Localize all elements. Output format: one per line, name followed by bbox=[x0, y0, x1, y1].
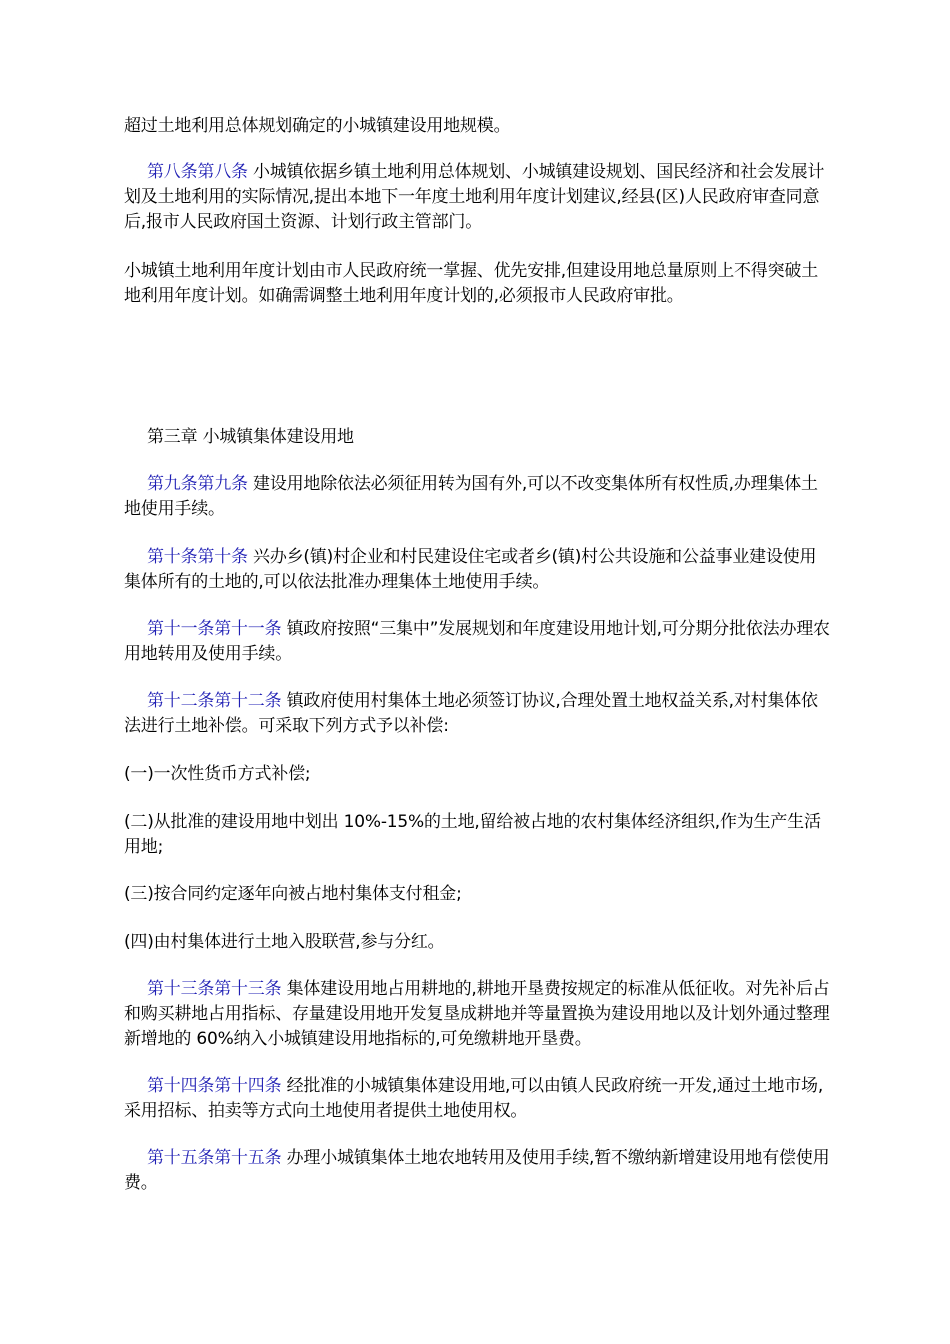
article-11-label: 第十一条第十一条 bbox=[147, 619, 282, 639]
paragraph-intro: 超过土地利用总体规划确定的小城镇建设用地规模。 bbox=[124, 116, 511, 136]
article-11-text: 镇政府按照“三集中”发展规划和年度建设用地计划,可分期分批依法办理农用地转用及使用手续。 bbox=[124, 619, 830, 664]
article-13-text: 集体建设用地占用耕地的,耕地开垦费按规定的标准从低征收。对先补后占和购买耕地占用指标、存量建设用地开发复垦成耕地并等量置换为建设用地以及计划外通过整理新增地的 60%纳入小城镇建设用地指标的,可免缴耕地开垦费。 bbox=[124, 979, 830, 1049]
article-14-label: 第十四条第十四条 bbox=[147, 1076, 282, 1096]
paragraph-annual-plan: 小城镇土地利用年度计划由市人民政府统一掌握、优先安排,但建设用地总量原则上不得突破土地利用年度计划。如确需调整土地利用年度计划的,必须报市人民政府审批。 bbox=[124, 261, 819, 306]
article-8-label: 第八条第八条 bbox=[147, 162, 248, 182]
article-9-label: 第九条第九条 bbox=[147, 474, 248, 494]
article-9-text: 建设用地除依法必须征用转为国有外,可以不改变集体所有权性质,办理集体土地使用手续。 bbox=[124, 474, 818, 519]
article-12-label: 第十二条第十二条 bbox=[147, 691, 282, 711]
article-15-text: 办理小城镇集体土地农地转用及使用手续,暂不缴纳新增建设用地有偿使用费。 bbox=[124, 1148, 830, 1193]
article-15 bbox=[124, 1146, 830, 1196]
article-12-text: 镇政府使用村集体土地必须签订协议,合理处置土地权益关系,对村集体依法进行土地补偿。可采取下列方式予以补偿: bbox=[124, 691, 818, 736]
compensation-item-1: (一)一次性货币方式补偿; bbox=[124, 764, 311, 784]
article-14-text: 经批准的小城镇集体建设用地,可以由镇人民政府统一开发,通过土地市场,采用招标、拍卖等方式向土地使用者提供土地使用权。 bbox=[124, 1076, 824, 1121]
article-12 bbox=[124, 689, 830, 739]
article-13-label: 第十三条第十三条 bbox=[147, 979, 282, 999]
compensation-item-3: (三)按合同约定逐年向被占地村集体支付租金; bbox=[124, 884, 462, 904]
article-10-label: 第十条第十条 bbox=[147, 547, 248, 567]
article-13 bbox=[124, 977, 830, 1052]
article-15-label: 第十五条第十五条 bbox=[147, 1148, 282, 1168]
article-11 bbox=[124, 617, 830, 667]
compensation-item-2: (二)从批准的建设用地中划出 10%-15%的土地,留给被占地的农村集体经济组织,作为生产生活用地; bbox=[124, 812, 821, 857]
article-8 bbox=[124, 160, 830, 235]
article-9 bbox=[124, 472, 830, 522]
chapter-3-heading: 第三章 小城镇集体建设用地 bbox=[147, 427, 354, 447]
compensation-item-4: (四)由村集体进行土地入股联营,参与分红。 bbox=[124, 932, 445, 952]
article-14 bbox=[124, 1074, 830, 1124]
article-10-text: 兴办乡(镇)村企业和村民建设住宅或者乡(镇)村公共设施和公益事业建设使用集体所有的土地的,可以依法批准办理集体土地使用手续。 bbox=[124, 547, 817, 592]
article-10 bbox=[124, 545, 830, 595]
article-8-text: 小城镇依据乡镇土地利用总体规划、小城镇建设规划、国民经济和社会发展计划及土地利用的实际情况,提出本地下一年度土地利用年度计划建议,经县(区)人民政府审查同意后,报市人民政府国土资源、计划行政主管部门。 bbox=[124, 162, 825, 232]
